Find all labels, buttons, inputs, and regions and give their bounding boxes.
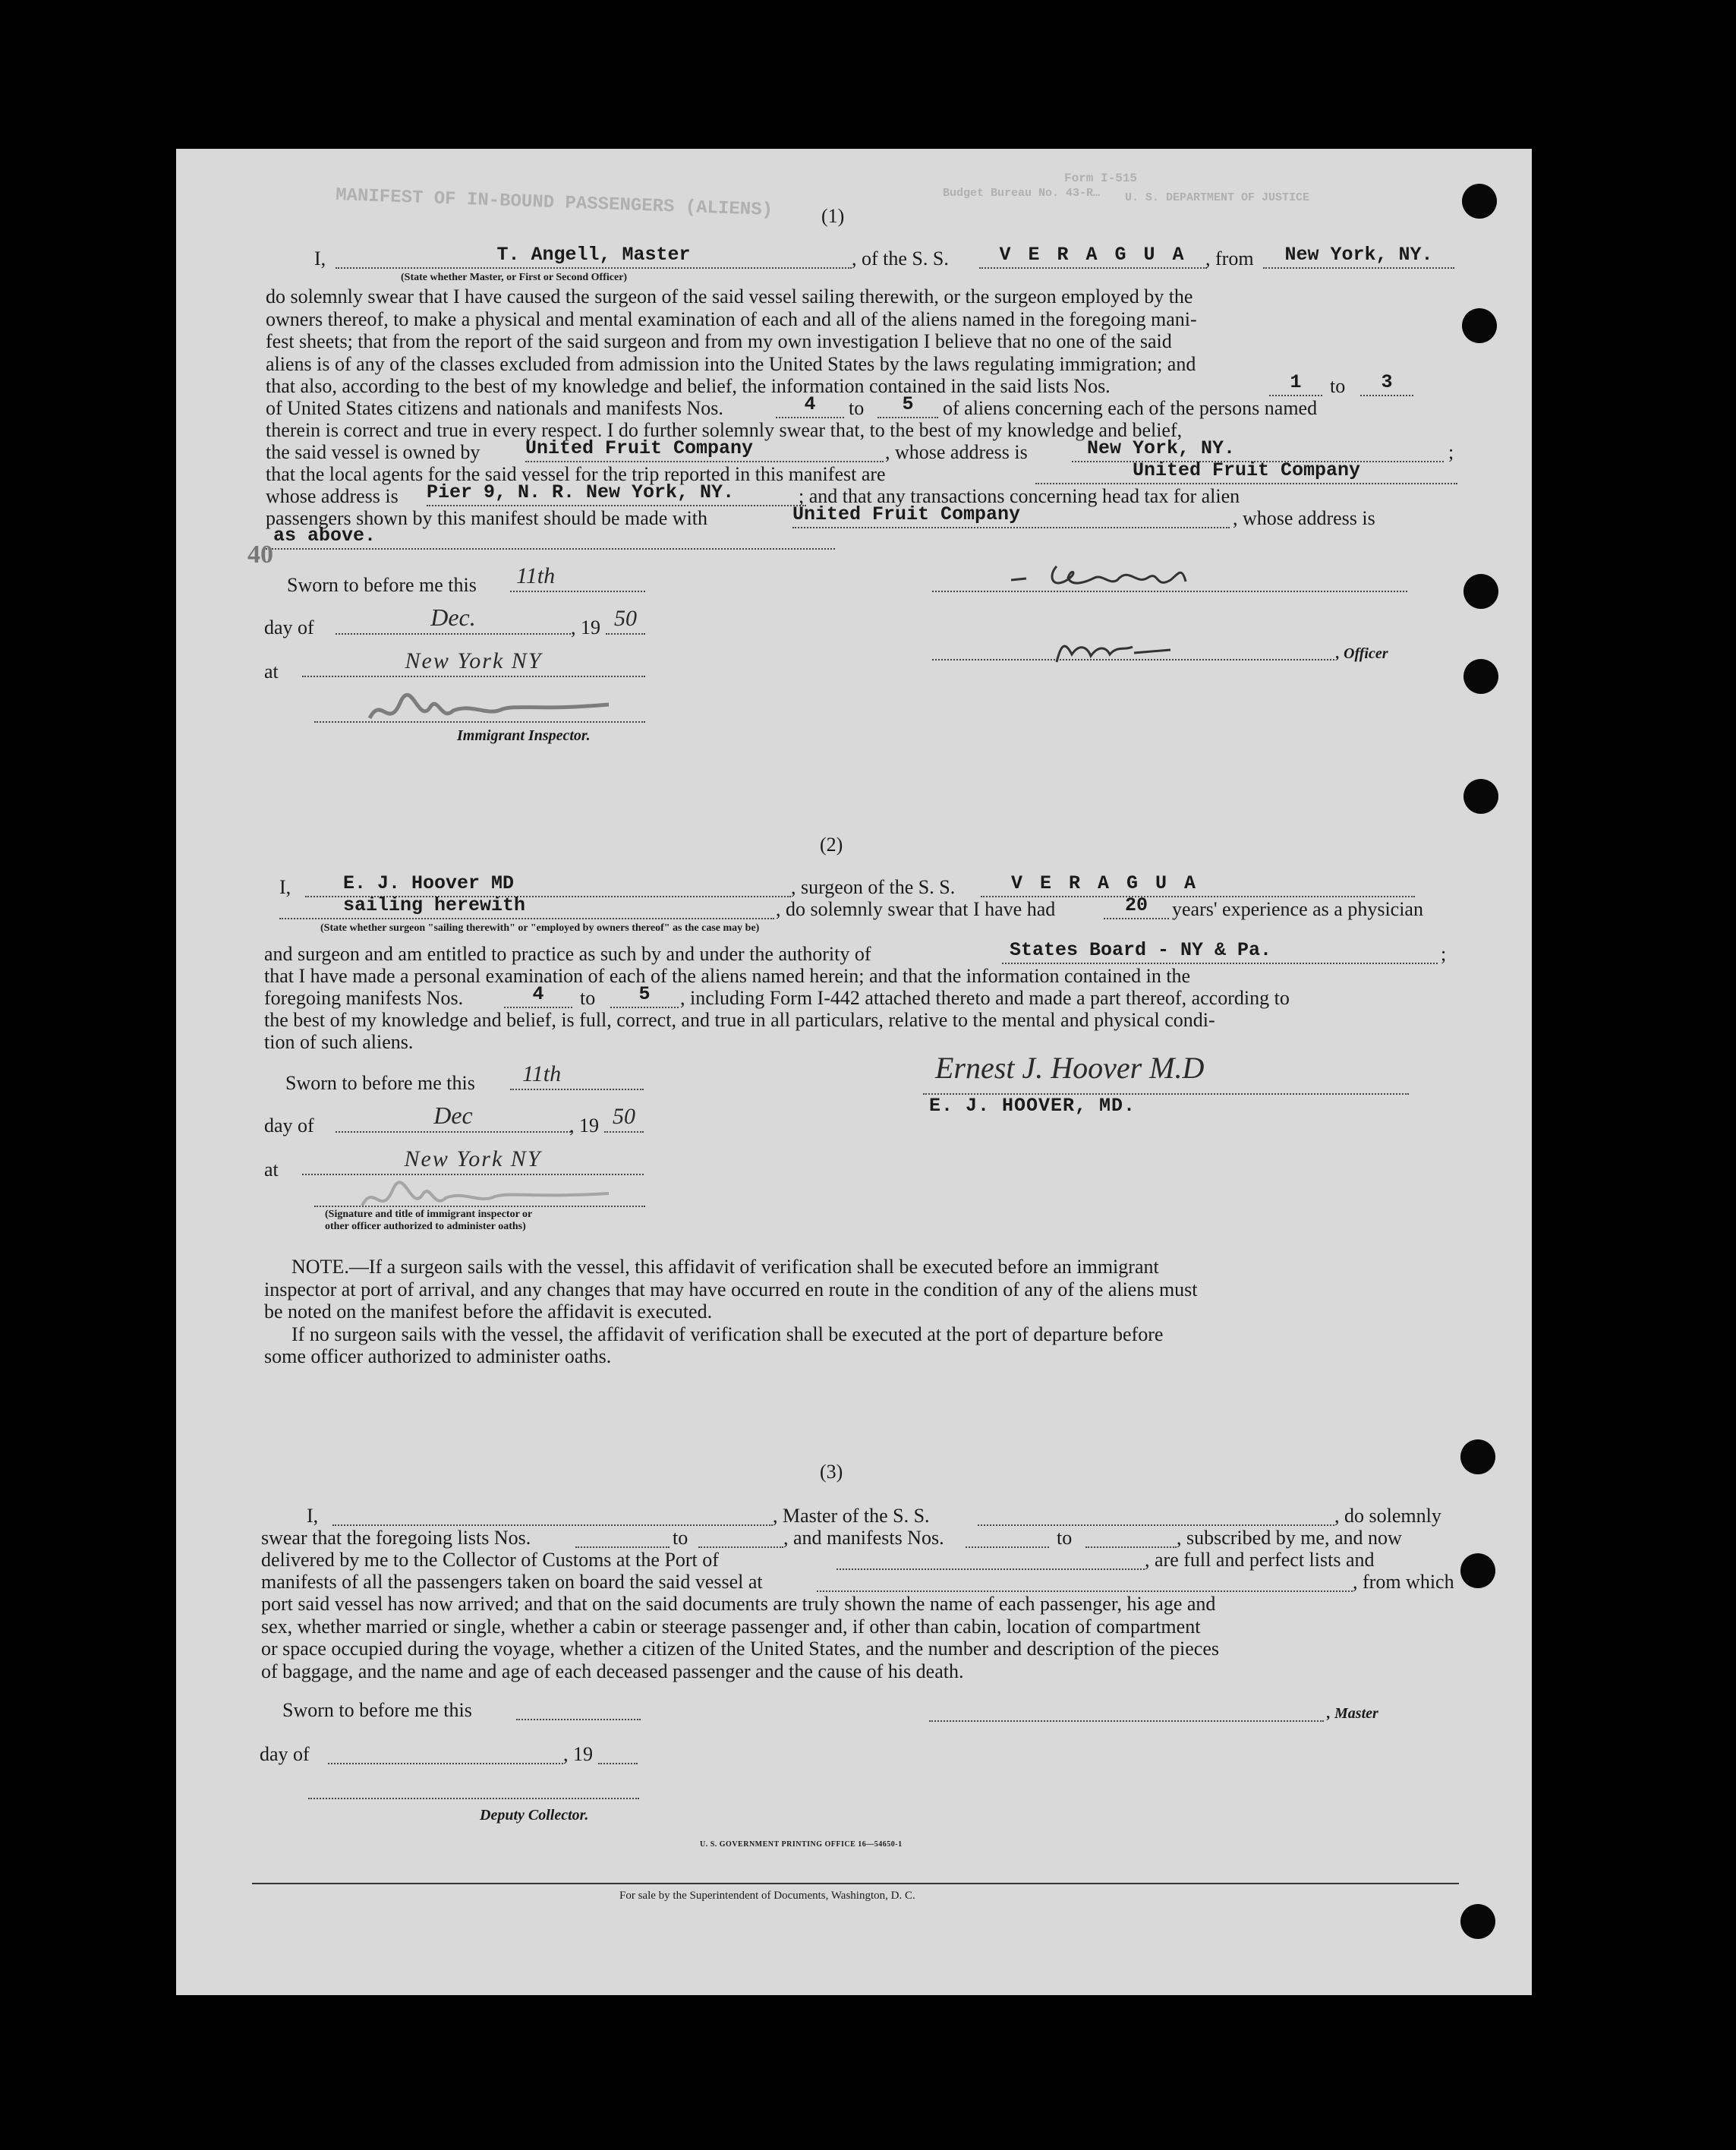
ghost-header-title: MANIFEST OF IN-BOUND PASSENGERS (ALIENS) <box>335 184 773 222</box>
lists-from-value: 1 <box>1290 371 1302 393</box>
at-label-1: at <box>264 660 279 683</box>
agents-address-value: Pier 9, N. R. New York, NY. <box>427 481 735 503</box>
ghost-budget: Budget Bureau No. 43-R… <box>943 187 1101 200</box>
year-1: 50 <box>614 606 637 631</box>
section-2-line-6: tion of such aliens. <box>264 1031 414 1053</box>
officer-title-signature <box>1049 624 1201 670</box>
sailing-value: sailing herewith <box>343 894 526 916</box>
section-3-manifests-to-label: to <box>1057 1527 1073 1549</box>
section-3-master-field <box>332 1505 773 1526</box>
sworn-day-field-1 <box>510 563 645 592</box>
section-3-lists-from-field <box>575 1527 670 1548</box>
semicolon: ; <box>1448 441 1454 463</box>
section-3-port-field <box>836 1549 1145 1570</box>
note-line: some officer authorized to administer oaths. <box>264 1345 612 1367</box>
section-3-master-of-label: , Master of the S. S. <box>773 1505 930 1527</box>
year-field-3 <box>598 1743 638 1764</box>
authority-field <box>1002 939 1438 964</box>
year-2: 50 <box>613 1104 635 1129</box>
lists-to-label: to <box>1330 375 1346 397</box>
sailing-field <box>279 894 774 919</box>
vessel-value: V E R A G U A <box>999 244 1187 266</box>
inspector-label-1: Immigrant Inspector. <box>457 727 591 744</box>
deputy-signature-line <box>308 1798 639 1799</box>
sig-hint-1: (Signature and title of immigrant inspector or <box>325 1209 533 1220</box>
sworn-label-3: Sworn to before me this <box>282 1699 472 1721</box>
year-prefix-2: , 19 <box>569 1114 599 1136</box>
binder-hole <box>1460 1904 1495 1939</box>
head-tax-address-value: as above. <box>273 525 377 547</box>
body-line: or space occupied during the voyage, whether a citizen of the United States, and the number and description of the pieces <box>261 1638 1220 1660</box>
surgeon-signature: Ernest J. Hoover M.D <box>935 1051 1205 1085</box>
footer-rule <box>252 1883 1459 1884</box>
master-hint: (State whether Master, or First or Second Officer) <box>401 272 628 283</box>
month-field-3 <box>328 1743 563 1764</box>
section-3-manifests-to-field <box>1085 1527 1177 1548</box>
binder-hole <box>1462 184 1497 219</box>
section-3-and-manifests: , and manifests Nos. <box>783 1527 944 1549</box>
body-line: fest sheets; that from the report of the said surgeon and from my own investigation I believe that no one of the said <box>266 330 1172 352</box>
line-11-post: , whose address is <box>1233 507 1375 529</box>
section-2-line-3: that I have made a personal examination of each of the aliens named herein; and that the information contained in the <box>264 965 1191 987</box>
month-field-2 <box>336 1102 571 1133</box>
binder-hole <box>1462 308 1497 343</box>
section-2-manifests-from-value: 4 <box>532 983 544 1005</box>
sworn-label-1: Sworn to before me this <box>287 574 477 596</box>
section-3-lists-to-label: to <box>673 1527 688 1549</box>
head-tax-value: United Fruit Company <box>792 503 1021 525</box>
section-3-subscribed: , subscribed by me, and now <box>1177 1527 1402 1549</box>
manifests-to-field <box>877 393 938 418</box>
body-line: aliens is of any of the classes excluded from admission into the United States by the laws regulating immigration; and <box>266 352 1196 375</box>
body-line: of baggage, and the name and age of each deceased passenger and the cause of his death. <box>261 1660 964 1682</box>
line-11-pre: passengers shown by this manifest should be made with <box>266 507 708 529</box>
sworn-day-field-2 <box>510 1061 644 1090</box>
line-8-mid: , whose address is <box>885 441 1028 463</box>
note-line: If no surgeon sails with the vessel, the affidavit of verification shall be executed at the port of departure before <box>291 1322 1164 1345</box>
sworn-day-1: 11th <box>516 563 556 588</box>
place-field-1 <box>302 648 645 677</box>
day-of-label-3: day of <box>260 1743 310 1765</box>
section-3-line-4-post: , from which <box>1353 1571 1454 1593</box>
sworn-day-field-3 <box>516 1699 641 1720</box>
years-value: 20 <box>1124 894 1148 916</box>
section-3-manifests-from-field <box>966 1527 1049 1548</box>
line-9-pre: that the local agents for the said vessel for the trip reported in this manifest are <box>266 463 886 485</box>
section-2-note <box>264 1256 1457 1368</box>
head-tax-address-field <box>266 525 835 550</box>
year-prefix-1: , 19 <box>571 616 600 638</box>
owner-field <box>525 437 884 462</box>
section-3-line-3-pre: delivered by me to the Collector of Customs at the Port of <box>261 1549 719 1571</box>
from-value: New York, NY. <box>1284 244 1433 266</box>
month-field-1 <box>336 604 571 635</box>
section-1-i-label: I, <box>314 247 326 270</box>
ghost-dept: U. S. DEPARTMENT OF JUSTICE <box>1125 191 1310 204</box>
section-2-manifests-to-value: 5 <box>638 983 651 1005</box>
owner-value: United Fruit Company <box>525 437 754 459</box>
manifest-page <box>176 149 1532 1995</box>
section-2-line-5: the best of my knowledge and belief, is full, correct, and true in all particulars, relative to the mental and physical condi- <box>264 1009 1215 1031</box>
manifests-from-field <box>776 393 844 418</box>
section-3-boarded-at-field <box>817 1571 1353 1592</box>
line-10-pre: whose address is <box>266 485 399 507</box>
lists-to-value: 3 <box>1381 371 1393 393</box>
from-label: , from <box>1205 247 1254 270</box>
section-1-body <box>266 285 1457 375</box>
agents-field <box>1035 459 1457 484</box>
section-2-to-label: to <box>580 987 596 1009</box>
master-field <box>336 244 852 269</box>
surgeon-vessel-value: V E R A G U A <box>1011 872 1199 894</box>
note-line: inspector at port of arrival, and any changes that may have occurred en route in the condition of any of the aliens must <box>264 1278 1198 1300</box>
section-2-manifests-to-field <box>610 983 679 1008</box>
section-3-line-4-pre: manifests of all the passengers taken on board the said vessel at <box>261 1571 763 1593</box>
footer-text: For sale by the Superintendent of Documents, Washington, D. C. <box>619 1890 915 1902</box>
surgeon-vessel-field <box>981 872 1415 897</box>
sworn-day-2: 11th <box>522 1061 562 1086</box>
master-signature <box>996 551 1239 597</box>
section-3-vessel-field <box>978 1505 1334 1526</box>
line-10-post: ; and that any transactions concerning head tax for alien <box>799 485 1240 507</box>
binder-hole <box>1463 779 1498 814</box>
owner-address-value: New York, NY. <box>1087 437 1236 459</box>
line-8-pre: the said vessel is owned by <box>266 441 480 463</box>
at-label-2: at <box>264 1159 279 1181</box>
head-tax-field <box>792 503 1230 528</box>
note-line: be noted on the manifest before the affidavit is executed. <box>264 1300 713 1322</box>
section-2-number: (2) <box>820 834 843 856</box>
section-3-do-solemnly: , do solemnly <box>1334 1505 1441 1527</box>
body-line: do solemnly swear that I have caused the surgeon of the said vessel sailing therewith, or the surgeon employed by the <box>266 285 1193 307</box>
section-2-line-1-post: , do solemnly swear that I have had <box>776 898 1056 920</box>
agents-value: United Fruit Company <box>1132 459 1361 481</box>
section-3-master-label: , Master <box>1327 1705 1378 1722</box>
surgeon-name-value: E. J. Hoover MD <box>343 872 515 894</box>
authority-value: States Board - NY & Pa. <box>1010 939 1272 961</box>
section-3-master-signature-line <box>929 1720 1324 1722</box>
place-field-2 <box>302 1146 644 1175</box>
section-2-line-4-post: , including Form I-442 attached thereto and made a part thereof, according to <box>680 987 1290 1009</box>
section-2-line-4-pre: foregoing manifests Nos. <box>264 987 464 1009</box>
section-3-line-3-post: , are full and perfect lists and <box>1145 1549 1375 1571</box>
section-3-i-label: I, <box>307 1505 319 1527</box>
surgeon-typed-name: E. J. HOOVER, MD. <box>929 1095 1136 1117</box>
sworn-label-2: Sworn to before me this <box>285 1072 475 1094</box>
semicolon: ; <box>1441 943 1447 965</box>
agents-address-field <box>427 481 806 506</box>
officer-label: , Officer <box>1336 645 1388 662</box>
section-2-manifests-from-field <box>504 983 572 1008</box>
section-1-number: (1) <box>821 205 845 227</box>
month-1: Dec. <box>430 604 476 631</box>
section-2-i-label: I, <box>279 876 291 898</box>
manifests-to-label: to <box>849 397 865 419</box>
line-7: therein is correct and true in every respect. I do further solemnly swear that, to the best of my knowledge and belief, <box>266 419 1183 441</box>
margin-mark: 40 <box>247 541 273 569</box>
section-3-lists-to-field <box>698 1527 783 1548</box>
years-field <box>1104 894 1169 919</box>
binder-hole <box>1460 1439 1495 1474</box>
binder-hole <box>1463 574 1498 609</box>
body-line-5: that also, according to the best of my knowledge and belief, the information contained in the said lists Nos. <box>266 375 1111 397</box>
sailing-hint: (State whether surgeon "sailing therewith" or "employed by owners thereof" as the case may be) <box>320 922 760 934</box>
year-field-2 <box>604 1104 644 1133</box>
vessel-field <box>979 244 1207 269</box>
section-3-line-2-pre: swear that the foregoing lists Nos. <box>261 1527 531 1549</box>
manifests-to-value: 5 <box>902 393 914 415</box>
deputy-label: Deputy Collector. <box>480 1807 589 1824</box>
body-line: port said vessel has now arrived; and that on the said documents are truly shown the name of each passenger, his age and <box>261 1593 1216 1615</box>
master-value: T. Angell, Master <box>496 244 691 266</box>
years-tail: years' experience as a physician <box>1172 898 1423 920</box>
section-2-line-2-pre: and surgeon and am entitled to practice as such by and under the authority of <box>264 943 871 965</box>
section-3-number: (3) <box>820 1461 843 1483</box>
section-3-body <box>261 1593 1456 1682</box>
place-1: New York NY <box>405 648 543 673</box>
of-ss-label: , of the S. S. <box>852 247 949 270</box>
body-line: owners thereof, to make a physical and mental examination of each and all of the aliens named in the foregoing mani- <box>266 307 1197 330</box>
binder-hole <box>1460 1553 1495 1588</box>
body-line: sex, whether married or single, whether a cabin or steerage passenger and, if other than cabin, location of compartment <box>261 1615 1201 1638</box>
surgeon-of-label: , surgeon of the S. S. <box>791 876 956 898</box>
note-line: NOTE.—If a surgeon sails with the vessel, this affidavit of verification shall be executed before an immigrant <box>291 1256 1159 1278</box>
month-2: Dec <box>433 1102 473 1129</box>
from-field <box>1263 244 1454 269</box>
line-6-post: of aliens concerning each of the persons named <box>943 397 1318 419</box>
day-of-label-2: day of <box>264 1114 314 1136</box>
line-6-pre: of United States citizens and nationals and manifests Nos. <box>266 397 723 419</box>
manifests-from-value: 4 <box>804 393 816 415</box>
sig-hint-2: other officer authorized to administer oaths) <box>325 1221 526 1232</box>
year-prefix-3: , 19 <box>563 1743 593 1765</box>
place-2: New York NY <box>404 1146 542 1171</box>
lists-from-field <box>1269 371 1322 396</box>
printing-office: U. S. GOVERNMENT PRINTING OFFICE 16—54650-1 <box>700 1840 903 1849</box>
year-field-1 <box>606 606 645 635</box>
binder-hole <box>1463 659 1498 694</box>
ghost-form-note: Form I-515 <box>1064 172 1138 185</box>
day-of-label-1: day of <box>264 616 314 638</box>
lists-to-field <box>1360 371 1413 396</box>
